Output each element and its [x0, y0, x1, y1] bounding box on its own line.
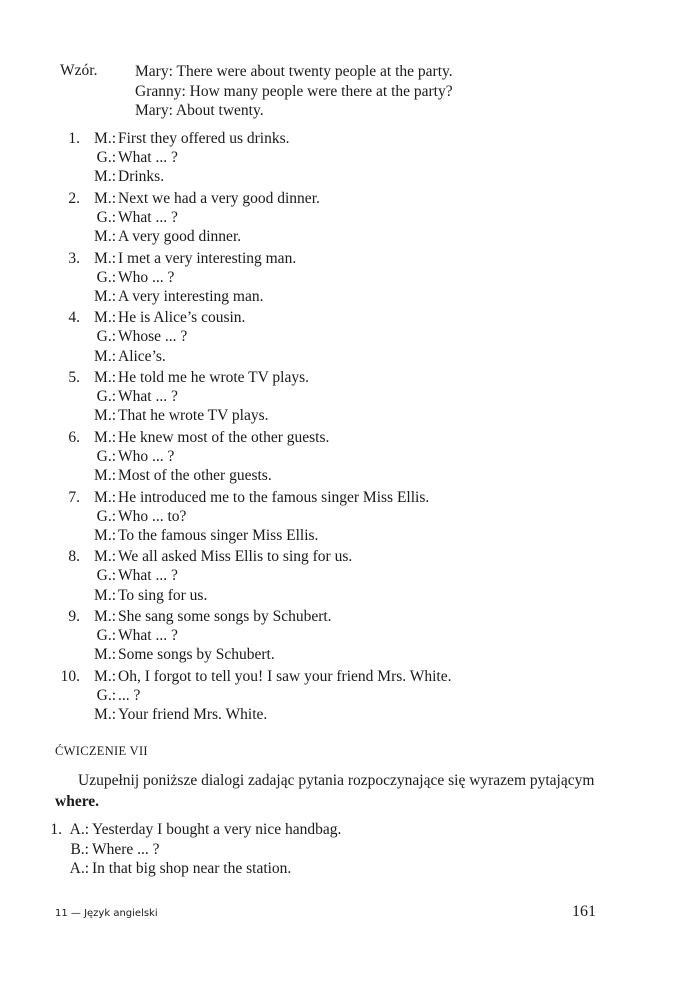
speaker-label: M.:: [94, 309, 116, 327]
model-line: Mary: About twenty.: [135, 102, 264, 119]
dialogue-line: [52, 466, 612, 485]
speaker-label: M.:: [94, 706, 116, 724]
dialogue-text: What ... ?: [118, 388, 178, 406]
speaker-label: M.:: [94, 667, 116, 685]
speaker-label: M.:: [94, 608, 116, 625]
dialogue-text: ... ?: [118, 686, 141, 704]
dialogue-line: [52, 488, 612, 507]
dialogue-line: [52, 347, 612, 366]
speaker-label: M.:: [94, 646, 116, 664]
speaker-label: G.:: [96, 149, 116, 167]
speaker-label: M.:: [94, 467, 116, 485]
speaker-label: G.:: [96, 268, 116, 286]
speaker-label: M.:: [94, 548, 116, 566]
speaker-label: M.:: [94, 369, 116, 386]
dialogue-text: First they offered us drinks.: [118, 130, 290, 147]
exercise-number: 3.: [68, 249, 80, 267]
dialogue-text: What ... ?: [118, 208, 178, 226]
dialogue-line: [52, 840, 612, 860]
dialogue-line: [52, 447, 612, 466]
dialogue-line: [52, 566, 612, 585]
page-number: 161: [572, 903, 596, 920]
exercise-number: 1.: [68, 130, 80, 147]
dialogue-line: [52, 227, 612, 246]
speaker-label: M.:: [94, 189, 116, 207]
dialogue-text: He introduced me to the famous singer Miss Ellis.: [118, 488, 430, 506]
speaker-label: G.:: [96, 388, 116, 406]
exercise-item: [52, 189, 612, 247]
dialogue-text: He told me he wrote TV plays.: [118, 369, 309, 386]
dialogue-text: Some songs by Schubert.: [118, 646, 275, 664]
speaker-label: M.:: [94, 287, 116, 305]
dialogue-line: [52, 368, 612, 387]
exercise-item: [52, 249, 612, 307]
dialogue-line: [52, 268, 612, 287]
speaker-label: M.:: [94, 168, 116, 186]
dialogue-text: In that big shop near the station.: [92, 860, 292, 878]
dialogue-line: [52, 507, 612, 526]
dialogue-line: [52, 406, 612, 425]
dialogue-text: Whose ... ?: [118, 328, 188, 346]
speaker-label: M.:: [94, 347, 116, 365]
exercise-item: [52, 547, 612, 605]
dialogue-text: To the famous singer Miss Ellis.: [118, 526, 319, 544]
dialogue-line: [52, 626, 612, 645]
exercise-item: [52, 607, 612, 665]
exercise-number: 1.: [50, 821, 62, 838]
dialogue-line: [52, 607, 612, 626]
speaker-label: M.:: [94, 526, 116, 544]
exercise-item: [52, 488, 612, 546]
exercise-item: [52, 428, 612, 486]
dialogue-text: I met a very interesting man.: [118, 249, 297, 267]
speaker-label: M.:: [94, 488, 116, 506]
speaker-label: M.:: [94, 428, 116, 446]
speaker-label: G.:: [96, 686, 116, 704]
dialogue-line: [52, 308, 612, 327]
section-instruction: [55, 770, 600, 812]
dialogue-line: [52, 645, 612, 664]
speaker-label: M.:: [94, 249, 116, 267]
speaker-label: A.:: [69, 860, 89, 878]
dialogue-text: Drinks.: [118, 168, 165, 186]
dialogue-text: Your friend Mrs. White.: [118, 706, 268, 724]
speaker-label: G.:: [96, 328, 116, 346]
model-line: Granny: How many people were there at the party?: [135, 82, 453, 100]
speaker-label: A.:: [69, 821, 89, 838]
exercise-number: 4.: [68, 309, 80, 327]
dialogue-text: A very good dinner.: [118, 228, 242, 246]
exercise-number: 10.: [60, 667, 80, 685]
speaker-label: M.:: [94, 407, 116, 425]
dialogue-line: [52, 287, 612, 306]
dialogue-line: [52, 148, 612, 167]
dialogue-line: [52, 547, 612, 566]
dialogue-line: [52, 667, 612, 686]
dialogue-text: Yesterday I bought a very nice handbag.: [92, 821, 342, 838]
footer-label: 11 — Język angielski: [55, 908, 158, 919]
speaker-label: G.:: [96, 507, 116, 525]
dialogue-text: Alice’s.: [118, 347, 166, 365]
dialogue-text: Who ... ?: [118, 268, 175, 286]
dialogue-text: Who ... ?: [118, 447, 175, 465]
exercise-number: 9.: [68, 608, 80, 625]
speaker-label: G.:: [96, 567, 116, 585]
exercise-item: [52, 368, 612, 426]
dialogue-text: He knew most of the other guests.: [118, 428, 330, 446]
speaker-label: M.:: [94, 130, 116, 147]
dialogue-line: [52, 428, 612, 447]
dialogue-text: What ... ?: [118, 149, 178, 167]
dialogue-text: Who ... to?: [118, 507, 187, 525]
exercise-number: 8.: [68, 548, 80, 566]
dialogue-line: [52, 526, 612, 545]
exercise-number: 6.: [68, 428, 80, 446]
dialogue-line: [52, 327, 612, 346]
speaker-label: M.:: [94, 586, 116, 604]
instruction-keyword: where.: [55, 793, 100, 810]
dialogue-text: Most of the other guests.: [118, 467, 272, 485]
exercise-list-2: [52, 820, 612, 881]
dialogue-text: A very interesting man.: [118, 287, 264, 305]
exercise-item: [52, 667, 612, 725]
dialogue-text: He is Alice’s cousin.: [118, 309, 246, 327]
dialogue-line: [52, 686, 612, 705]
dialogue-line: [52, 859, 612, 879]
dialogue-text: Next we had a very good dinner.: [118, 189, 320, 207]
dialogue-text: Oh, I forgot to tell you! I saw your friend Mrs. White.: [118, 667, 452, 685]
exercise-number: 2.: [68, 189, 80, 207]
dialogue-text: To sing for us.: [118, 586, 208, 604]
dialogue-line: [52, 189, 612, 208]
exercise-number: 5.: [68, 369, 80, 386]
dialogue-line: [52, 387, 612, 406]
instruction-text: Uzupełnij poniższe dialogi zadając pytania rozpoczynające się wyrazem pytającym: [78, 772, 595, 789]
dialogue-text: We all asked Miss Ellis to sing for us.: [118, 548, 353, 566]
speaker-label: B.:: [70, 840, 89, 858]
speaker-label: G.:: [96, 208, 116, 226]
dialogue-line: [52, 129, 612, 148]
exercise-item: [52, 308, 612, 366]
exercise-list: [52, 129, 612, 727]
dialogue-text: What ... ?: [118, 627, 178, 645]
dialogue-line: [52, 820, 612, 840]
model-label: Wzór.: [60, 62, 98, 79]
dialogue-line: [52, 208, 612, 227]
model-lines: [135, 62, 453, 121]
dialogue-text: That he wrote TV plays.: [118, 407, 269, 425]
section-title: ĆWICZENIE VII: [55, 744, 148, 758]
speaker-label: M.:: [94, 228, 116, 246]
dialogue-line: [52, 586, 612, 605]
dialogue-text: Where ... ?: [92, 840, 160, 858]
exercise-item: [52, 129, 612, 187]
speaker-label: G.:: [96, 447, 116, 465]
exercise-item: [52, 820, 612, 879]
dialogue-text: What ... ?: [118, 567, 178, 585]
dialogue-line: [52, 167, 612, 186]
dialogue-line: [52, 249, 612, 268]
model-line: Mary: There were about twenty people at the party.: [135, 63, 453, 80]
speaker-label: G.:: [96, 627, 116, 645]
dialogue-line: [52, 705, 612, 724]
dialogue-text: She sang some songs by Schubert.: [118, 608, 332, 625]
exercise-number: 7.: [68, 488, 80, 506]
